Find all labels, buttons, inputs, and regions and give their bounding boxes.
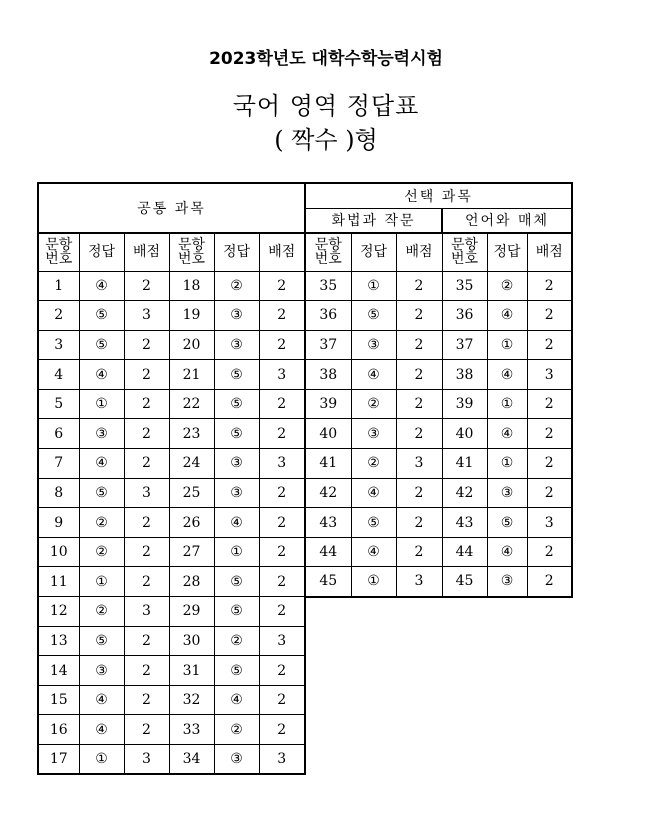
common-subject-header: 공통 과목 bbox=[38, 183, 305, 233]
language-media-question-number: 35 bbox=[442, 271, 487, 301]
empty-cell bbox=[396, 685, 442, 715]
common-points-cell: 3 bbox=[124, 301, 169, 331]
speech-writing-points-cell: 2 bbox=[396, 537, 442, 567]
column-header-number-line1: 문항 bbox=[314, 237, 342, 254]
common-answer-cell: ③ bbox=[214, 478, 259, 508]
common-answer-cell: ④ bbox=[214, 508, 259, 538]
common-points-cell: 2 bbox=[259, 330, 305, 360]
subject-title: 국어 영역 정답표 bbox=[232, 92, 420, 120]
common-points-cell: 2 bbox=[259, 478, 305, 508]
common-question-number: 13 bbox=[38, 626, 79, 656]
table-row bbox=[38, 360, 572, 390]
common-answer-cell: ⑤ bbox=[79, 478, 124, 508]
speech-writing-answer-cell: ③ bbox=[351, 330, 396, 360]
column-header-points: 배점 bbox=[124, 233, 169, 271]
common-answer-cell: ④ bbox=[79, 360, 124, 390]
column-header-number-line1: 문항 bbox=[45, 237, 73, 254]
empty-cell bbox=[351, 715, 396, 745]
empty-cell bbox=[527, 626, 572, 656]
empty-cell bbox=[442, 685, 487, 715]
language-media-answer-cell: ① bbox=[487, 449, 527, 479]
common-points-cell: 2 bbox=[124, 626, 169, 656]
language-media-points-cell: 2 bbox=[527, 537, 572, 567]
speech-writing-points-cell: 2 bbox=[396, 478, 442, 508]
table-row bbox=[38, 389, 572, 419]
column-header-number bbox=[38, 233, 79, 271]
common-question-number: 19 bbox=[169, 301, 214, 331]
column-header-number-line2: 번호 bbox=[450, 251, 479, 268]
speech-writing-points-cell: 2 bbox=[396, 419, 442, 449]
column-header-points: 배점 bbox=[396, 233, 442, 271]
table-row bbox=[38, 419, 572, 449]
table-row bbox=[38, 330, 572, 360]
empty-cell bbox=[305, 626, 351, 656]
common-question-number: 24 bbox=[169, 449, 214, 479]
common-answer-cell: ③ bbox=[214, 449, 259, 479]
table-row bbox=[38, 301, 572, 331]
common-question-number: 25 bbox=[169, 478, 214, 508]
common-answer-cell: ② bbox=[79, 508, 124, 538]
common-points-cell: 2 bbox=[259, 597, 305, 627]
speech-writing-question-number: 38 bbox=[305, 360, 351, 390]
common-points-cell: 2 bbox=[259, 715, 305, 745]
speech-writing-points-cell: 3 bbox=[396, 449, 442, 479]
common-answer-cell: ⑤ bbox=[214, 419, 259, 449]
empty-cell bbox=[527, 745, 572, 775]
table-row bbox=[38, 656, 572, 686]
speech-writing-answer-cell: ① bbox=[351, 567, 396, 597]
empty-cell bbox=[527, 656, 572, 686]
language-media-answer-cell: ① bbox=[487, 389, 527, 419]
speech-writing-question-number: 43 bbox=[305, 508, 351, 538]
speech-writing-points-cell: 2 bbox=[396, 389, 442, 419]
speech-writing-answer-cell: ② bbox=[351, 449, 396, 479]
common-answer-cell: ③ bbox=[214, 301, 259, 331]
common-question-number: 26 bbox=[169, 508, 214, 538]
common-question-number: 18 bbox=[169, 271, 214, 301]
column-header-number-line2: 번호 bbox=[314, 251, 342, 268]
empty-cell bbox=[487, 597, 527, 627]
empty-cell bbox=[396, 715, 442, 745]
common-points-cell: 2 bbox=[124, 271, 169, 301]
common-question-number: 6 bbox=[38, 419, 79, 449]
language-media-question-number: 45 bbox=[442, 567, 487, 597]
common-question-number: 11 bbox=[38, 567, 79, 597]
common-answer-cell: ④ bbox=[79, 715, 124, 745]
answer-table bbox=[37, 182, 573, 775]
common-points-cell: 2 bbox=[259, 567, 305, 597]
common-points-cell: 3 bbox=[124, 745, 169, 775]
speech-writing-answer-cell: ② bbox=[351, 389, 396, 419]
exam-title: 2023학년도 대학수학능력시험 bbox=[209, 49, 443, 69]
common-points-cell: 3 bbox=[124, 597, 169, 627]
common-points-cell: 2 bbox=[259, 537, 305, 567]
common-answer-cell: ④ bbox=[79, 271, 124, 301]
common-answer-cell: ③ bbox=[79, 656, 124, 686]
empty-cell bbox=[305, 685, 351, 715]
common-question-number: 31 bbox=[169, 656, 214, 686]
common-points-cell: 2 bbox=[259, 508, 305, 538]
empty-cell bbox=[487, 745, 527, 775]
column-header-number bbox=[305, 233, 351, 271]
speech-writing-question-number: 41 bbox=[305, 449, 351, 479]
language-media-question-number: 43 bbox=[442, 508, 487, 538]
common-answer-cell: ② bbox=[79, 597, 124, 627]
table-row bbox=[38, 478, 572, 508]
speech-writing-points-cell: 2 bbox=[396, 271, 442, 301]
common-points-cell: 2 bbox=[124, 449, 169, 479]
speech-writing-question-number: 37 bbox=[305, 330, 351, 360]
table-row bbox=[38, 567, 572, 597]
empty-cell bbox=[527, 597, 572, 627]
column-header-answer: 정답 bbox=[487, 233, 527, 271]
speech-writing-answer-cell: ① bbox=[351, 271, 396, 301]
empty-cell bbox=[305, 715, 351, 745]
language-media-answer-cell: ③ bbox=[487, 478, 527, 508]
table-row bbox=[38, 597, 572, 627]
speech-writing-question-number: 39 bbox=[305, 389, 351, 419]
common-points-cell: 2 bbox=[124, 567, 169, 597]
common-question-number: 9 bbox=[38, 508, 79, 538]
language-media-points-cell: 2 bbox=[527, 301, 572, 331]
language-media-points-cell: 2 bbox=[527, 478, 572, 508]
empty-cell bbox=[351, 656, 396, 686]
common-answer-cell: ① bbox=[214, 537, 259, 567]
common-answer-cell: ① bbox=[79, 567, 124, 597]
empty-cell bbox=[487, 685, 527, 715]
common-answer-cell: ② bbox=[214, 715, 259, 745]
empty-cell bbox=[487, 656, 527, 686]
common-question-number: 7 bbox=[38, 449, 79, 479]
empty-cell bbox=[442, 715, 487, 745]
common-answer-cell: ⑤ bbox=[79, 301, 124, 331]
common-points-cell: 2 bbox=[124, 419, 169, 449]
common-question-number: 14 bbox=[38, 656, 79, 686]
language-media-points-cell: 3 bbox=[527, 360, 572, 390]
empty-cell bbox=[487, 626, 527, 656]
type-title: ( 짝수 )형 bbox=[274, 126, 378, 154]
common-answer-cell: ⑤ bbox=[214, 360, 259, 390]
language-media-question-number: 38 bbox=[442, 360, 487, 390]
table-row bbox=[38, 715, 572, 745]
table-row bbox=[38, 449, 572, 479]
speech-writing-answer-cell: ④ bbox=[351, 360, 396, 390]
column-header-number-line1: 문항 bbox=[177, 237, 206, 254]
empty-cell bbox=[442, 656, 487, 686]
common-points-cell: 2 bbox=[124, 389, 169, 419]
language-media-answer-cell: ② bbox=[487, 271, 527, 301]
common-question-number: 27 bbox=[169, 537, 214, 567]
common-answer-cell: ④ bbox=[79, 685, 124, 715]
column-header-points: 배점 bbox=[259, 233, 305, 271]
language-media-answer-cell: ③ bbox=[487, 567, 527, 597]
language-media-question-number: 41 bbox=[442, 449, 487, 479]
speech-writing-answer-cell: ④ bbox=[351, 478, 396, 508]
common-points-cell: 2 bbox=[124, 508, 169, 538]
column-header-answer: 정답 bbox=[214, 233, 259, 271]
empty-cell bbox=[487, 715, 527, 745]
empty-cell bbox=[527, 685, 572, 715]
language-media-header: 언어와 매체 bbox=[442, 208, 572, 233]
empty-cell bbox=[305, 745, 351, 775]
column-header-number bbox=[169, 233, 214, 271]
speech-writing-answer-cell: ④ bbox=[351, 537, 396, 567]
table-row bbox=[38, 508, 572, 538]
column-header-row bbox=[38, 233, 572, 271]
empty-cell bbox=[442, 745, 487, 775]
common-question-number: 33 bbox=[169, 715, 214, 745]
language-media-points-cell: 2 bbox=[527, 330, 572, 360]
language-media-question-number: 44 bbox=[442, 537, 487, 567]
common-question-number: 20 bbox=[169, 330, 214, 360]
language-media-points-cell: 3 bbox=[527, 508, 572, 538]
empty-cell bbox=[442, 597, 487, 627]
common-question-number: 22 bbox=[169, 389, 214, 419]
common-points-cell: 2 bbox=[259, 271, 305, 301]
table-row bbox=[38, 626, 572, 656]
empty-cell bbox=[351, 626, 396, 656]
common-answer-cell: ⑤ bbox=[214, 567, 259, 597]
language-media-points-cell: 2 bbox=[527, 271, 572, 301]
common-answer-cell: ⑤ bbox=[214, 597, 259, 627]
common-points-cell: 2 bbox=[124, 685, 169, 715]
speech-writing-points-cell: 2 bbox=[396, 330, 442, 360]
language-media-points-cell: 2 bbox=[527, 567, 572, 597]
common-question-number: 30 bbox=[169, 626, 214, 656]
language-media-question-number: 37 bbox=[442, 330, 487, 360]
table-row bbox=[38, 685, 572, 715]
common-answer-cell: ④ bbox=[214, 685, 259, 715]
common-points-cell: 3 bbox=[259, 360, 305, 390]
common-question-number: 32 bbox=[169, 685, 214, 715]
elective-subject-header: 선택 과목 bbox=[305, 183, 572, 208]
common-question-number: 16 bbox=[38, 715, 79, 745]
common-question-number: 17 bbox=[38, 745, 79, 775]
column-header-number-line1: 문항 bbox=[450, 237, 479, 254]
empty-cell bbox=[396, 597, 442, 627]
common-points-cell: 2 bbox=[259, 419, 305, 449]
common-answer-cell: ⑤ bbox=[79, 330, 124, 360]
language-media-answer-cell: ④ bbox=[487, 301, 527, 331]
common-question-number: 23 bbox=[169, 419, 214, 449]
common-answer-cell: ⑤ bbox=[214, 389, 259, 419]
empty-cell bbox=[351, 597, 396, 627]
speech-writing-question-number: 36 bbox=[305, 301, 351, 331]
empty-cell bbox=[305, 597, 351, 627]
common-question-number: 5 bbox=[38, 389, 79, 419]
column-header-number-line2: 번호 bbox=[177, 251, 206, 268]
speech-writing-question-number: 42 bbox=[305, 478, 351, 508]
speech-writing-question-number: 45 bbox=[305, 567, 351, 597]
language-media-answer-cell: ④ bbox=[487, 419, 527, 449]
speech-writing-points-cell: 2 bbox=[396, 360, 442, 390]
language-media-points-cell: 2 bbox=[527, 449, 572, 479]
language-media-answer-cell: ④ bbox=[487, 360, 527, 390]
common-points-cell: 3 bbox=[259, 745, 305, 775]
common-question-number: 2 bbox=[38, 301, 79, 331]
common-answer-cell: ③ bbox=[79, 419, 124, 449]
speech-writing-answer-cell: ③ bbox=[351, 419, 396, 449]
common-question-number: 15 bbox=[38, 685, 79, 715]
language-media-answer-cell: ⑤ bbox=[487, 508, 527, 538]
common-points-cell: 2 bbox=[124, 656, 169, 686]
column-header-points: 배점 bbox=[527, 233, 572, 271]
common-points-cell: 2 bbox=[124, 330, 169, 360]
common-points-cell: 2 bbox=[124, 715, 169, 745]
speech-writing-answer-cell: ⑤ bbox=[351, 301, 396, 331]
speech-writing-question-number: 44 bbox=[305, 537, 351, 567]
common-answer-cell: ② bbox=[79, 537, 124, 567]
common-question-number: 29 bbox=[169, 597, 214, 627]
language-media-question-number: 40 bbox=[442, 419, 487, 449]
language-media-points-cell: 2 bbox=[527, 389, 572, 419]
common-answer-cell: ② bbox=[214, 271, 259, 301]
speech-writing-question-number: 35 bbox=[305, 271, 351, 301]
empty-cell bbox=[351, 745, 396, 775]
empty-cell bbox=[527, 715, 572, 745]
common-points-cell: 3 bbox=[259, 449, 305, 479]
speech-writing-answer-cell: ⑤ bbox=[351, 508, 396, 538]
language-media-answer-cell: ① bbox=[487, 330, 527, 360]
common-answer-cell: ⑤ bbox=[214, 656, 259, 686]
column-header-answer: 정답 bbox=[351, 233, 396, 271]
common-answer-cell: ③ bbox=[214, 330, 259, 360]
common-question-number: 1 bbox=[38, 271, 79, 301]
table-row bbox=[38, 271, 572, 301]
speech-writing-points-cell: 2 bbox=[396, 508, 442, 538]
common-answer-cell: ⑤ bbox=[79, 626, 124, 656]
empty-cell bbox=[305, 656, 351, 686]
common-answer-cell: ② bbox=[214, 626, 259, 656]
empty-cell bbox=[396, 745, 442, 775]
common-answer-cell: ③ bbox=[214, 745, 259, 775]
common-question-number: 4 bbox=[38, 360, 79, 390]
table-row bbox=[38, 537, 572, 567]
common-answer-cell: ④ bbox=[79, 449, 124, 479]
common-question-number: 34 bbox=[169, 745, 214, 775]
common-points-cell: 2 bbox=[124, 360, 169, 390]
language-media-question-number: 42 bbox=[442, 478, 487, 508]
table-row bbox=[38, 745, 572, 775]
common-question-number: 21 bbox=[169, 360, 214, 390]
speech-writing-header: 화법과 작문 bbox=[305, 208, 442, 233]
common-points-cell: 2 bbox=[259, 389, 305, 419]
empty-cell bbox=[351, 685, 396, 715]
common-question-number: 3 bbox=[38, 330, 79, 360]
empty-cell bbox=[442, 626, 487, 656]
speech-writing-question-number: 40 bbox=[305, 419, 351, 449]
language-media-points-cell: 2 bbox=[527, 419, 572, 449]
speech-writing-points-cell: 2 bbox=[396, 301, 442, 331]
column-header-number bbox=[442, 233, 487, 271]
language-media-question-number: 36 bbox=[442, 301, 487, 331]
common-question-number: 28 bbox=[169, 567, 214, 597]
common-answer-cell: ① bbox=[79, 389, 124, 419]
common-question-number: 10 bbox=[38, 537, 79, 567]
common-answer-cell: ① bbox=[79, 745, 124, 775]
common-points-cell: 2 bbox=[259, 685, 305, 715]
common-points-cell: 2 bbox=[259, 301, 305, 331]
common-points-cell: 3 bbox=[124, 478, 169, 508]
common-points-cell: 3 bbox=[259, 626, 305, 656]
common-question-number: 12 bbox=[38, 597, 79, 627]
language-media-question-number: 39 bbox=[442, 389, 487, 419]
empty-cell bbox=[396, 656, 442, 686]
empty-cell bbox=[396, 626, 442, 656]
language-media-answer-cell: ④ bbox=[487, 537, 527, 567]
column-header-number-line2: 번호 bbox=[45, 251, 73, 268]
common-points-cell: 2 bbox=[259, 656, 305, 686]
speech-writing-points-cell: 3 bbox=[396, 567, 442, 597]
common-points-cell: 2 bbox=[124, 537, 169, 567]
column-header-answer: 정답 bbox=[79, 233, 124, 271]
common-question-number: 8 bbox=[38, 478, 79, 508]
